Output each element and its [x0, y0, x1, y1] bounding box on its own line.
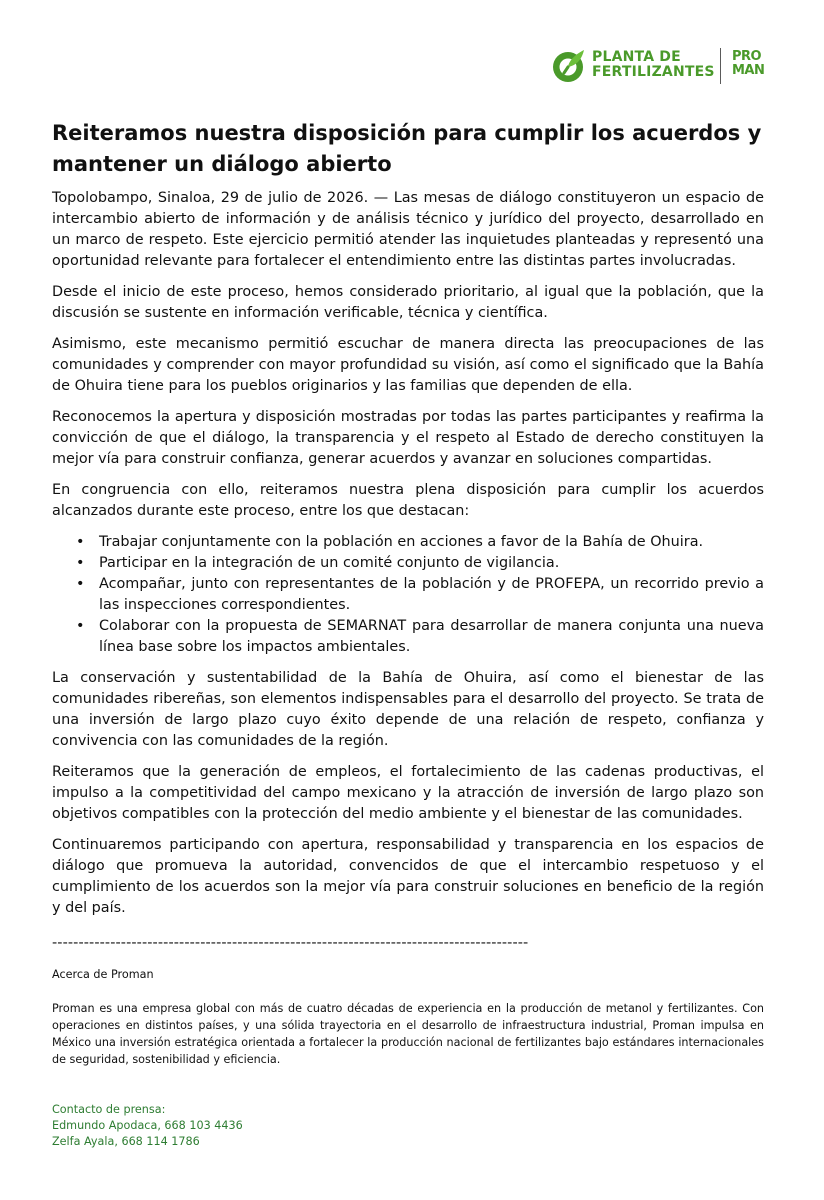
brand-logo [552, 46, 772, 86]
list-item [76, 553, 764, 574]
bullet-icon: • [76, 555, 85, 571]
section-separator: ------------------------------------------------------------------------------------------ [52, 935, 529, 951]
paragraph: Topolobampo, Sinaloa, 29 de julio de 2026. — Las mesas de diálogo constituyeron un espacio de intercambio abierto de información y de análisis técnico y jurídico del proyecto, desarrollado en un marco de respeto. Este ejercicio permitió atender las inquietudes planteadas y representó una oportunidad relevante para fortalecer el entendimiento entre las distintas partes involucradas. [52, 190, 764, 269]
paragraph: Desde el inicio de este proceso, hemos considerado prioritario, al igual que la población, que la discusión se sustente en información verificable, técnica y científica. [52, 284, 764, 321]
bullet-icon: • [76, 576, 85, 592]
proman-line2: MAN [732, 63, 765, 78]
proman-line1: PRO [732, 49, 762, 64]
page-title: Reiteramos nuestra disposición para cumplir los acuerdos y mantener un diálogo abierto [52, 121, 762, 176]
list-item-text: Trabajar conjuntamente con la población en acciones a favor de la Bahía de Ohuira. [99, 534, 704, 550]
contact-line: Zelfa Ayala, 668 114 1786 [52, 1135, 200, 1148]
paragraph: En congruencia con ello, reiteramos nuestra plena disposición para cumplir los acuerdos alcanzados durante este proceso, entre los que destacan: [52, 482, 764, 519]
about-heading: Acerca de Proman [52, 968, 154, 981]
list-item-text: Participar en la integración de un comité conjunto de vigilancia. [99, 555, 560, 571]
agreements-list [52, 532, 764, 658]
paragraph: La conservación y sustentabilidad de la Bahía de Ohuira, así como el bienestar de las comunidades ribereñas, son elementos indispensables para el desarrollo del proyecto. Se trata de una inversión de largo plazo cuyo éxito depende de una relación de respeto, confianza y convivencia con las comunidades de la región. [52, 670, 764, 749]
bullet-icon: • [76, 618, 85, 634]
paragraph: Asimismo, este mecanismo permitió escuchar de manera directa las preocupaciones de las comunidades y comprender con mayor profundidad su visión, así como el significado que la Bahía de Ohuira tiene para los pueblos originarios y las familias que dependen de ella. [52, 336, 764, 394]
paragraph: Reiteramos que la generación de empleos, el fortalecimiento de las cadenas productivas, el impulso a la competitividad del campo mexicano y la atracción de inversión de largo plazo son objetivos compatibles con la protección del medio ambiente y el bienestar de las comunidades. [52, 764, 764, 822]
logo-divider [720, 48, 721, 84]
logo-text-line2: FERTILIZANTES [592, 64, 715, 80]
logo-text-line1: PLANTA DE [592, 49, 681, 65]
paragraph: Continuaremos participando con apertura, responsabilidad y transparencia en los espacios de diálogo que promueva la autoridad, convencidos de que el intercambio respetuoso y el cumplimiento de los acuerdos son la mejor vía para construir soluciones en beneficio de la región y del país. [52, 837, 764, 916]
proman-logo [732, 50, 766, 78]
bullet-icon: • [76, 534, 85, 550]
list-item-text: Acompañar, junto con representantes de la población y de PROFEPA, un recorrido previo a las inspecciones correspondientes. [99, 576, 764, 613]
leaf-logo-icon [552, 48, 586, 84]
press-contact [52, 1102, 243, 1150]
list-item [76, 532, 764, 553]
contact-line: Edmundo Apodaca, 668 103 4436 [52, 1119, 243, 1132]
logo-wordmark [592, 50, 720, 80]
list-item [76, 574, 764, 616]
about-text: Proman es una empresa global con más de cuatro décadas de experiencia en la producción de metanol y fertilizantes. Con operaciones en distintos países, y una sólida trayectoria en el desarrollo de infraestructura industrial, Proman impulsa en México una inversión estratégica orientada a fortalecer la producción nacional de fertilizantes bajo estándares internacionales de seguridad, sostenibilidad y eficiencia. [52, 1002, 764, 1066]
article-body [52, 188, 764, 954]
list-item-text: Colaborar con la propuesta de SEMARNAT para desarrollar de manera conjunta una nueva línea base sobre los impactos ambientales. [99, 618, 764, 655]
list-item [76, 616, 764, 658]
contact-label: Contacto de prensa: [52, 1103, 166, 1116]
paragraph: Reconocemos la apertura y disposición mostradas por todas las partes participantes y reafirma la convicción de que el diálogo, la transparencia y el respeto al Estado de derecho constituyen la mejor vía para construir confianza, generar acuerdos y avanzar en soluciones compartidas. [52, 409, 764, 467]
